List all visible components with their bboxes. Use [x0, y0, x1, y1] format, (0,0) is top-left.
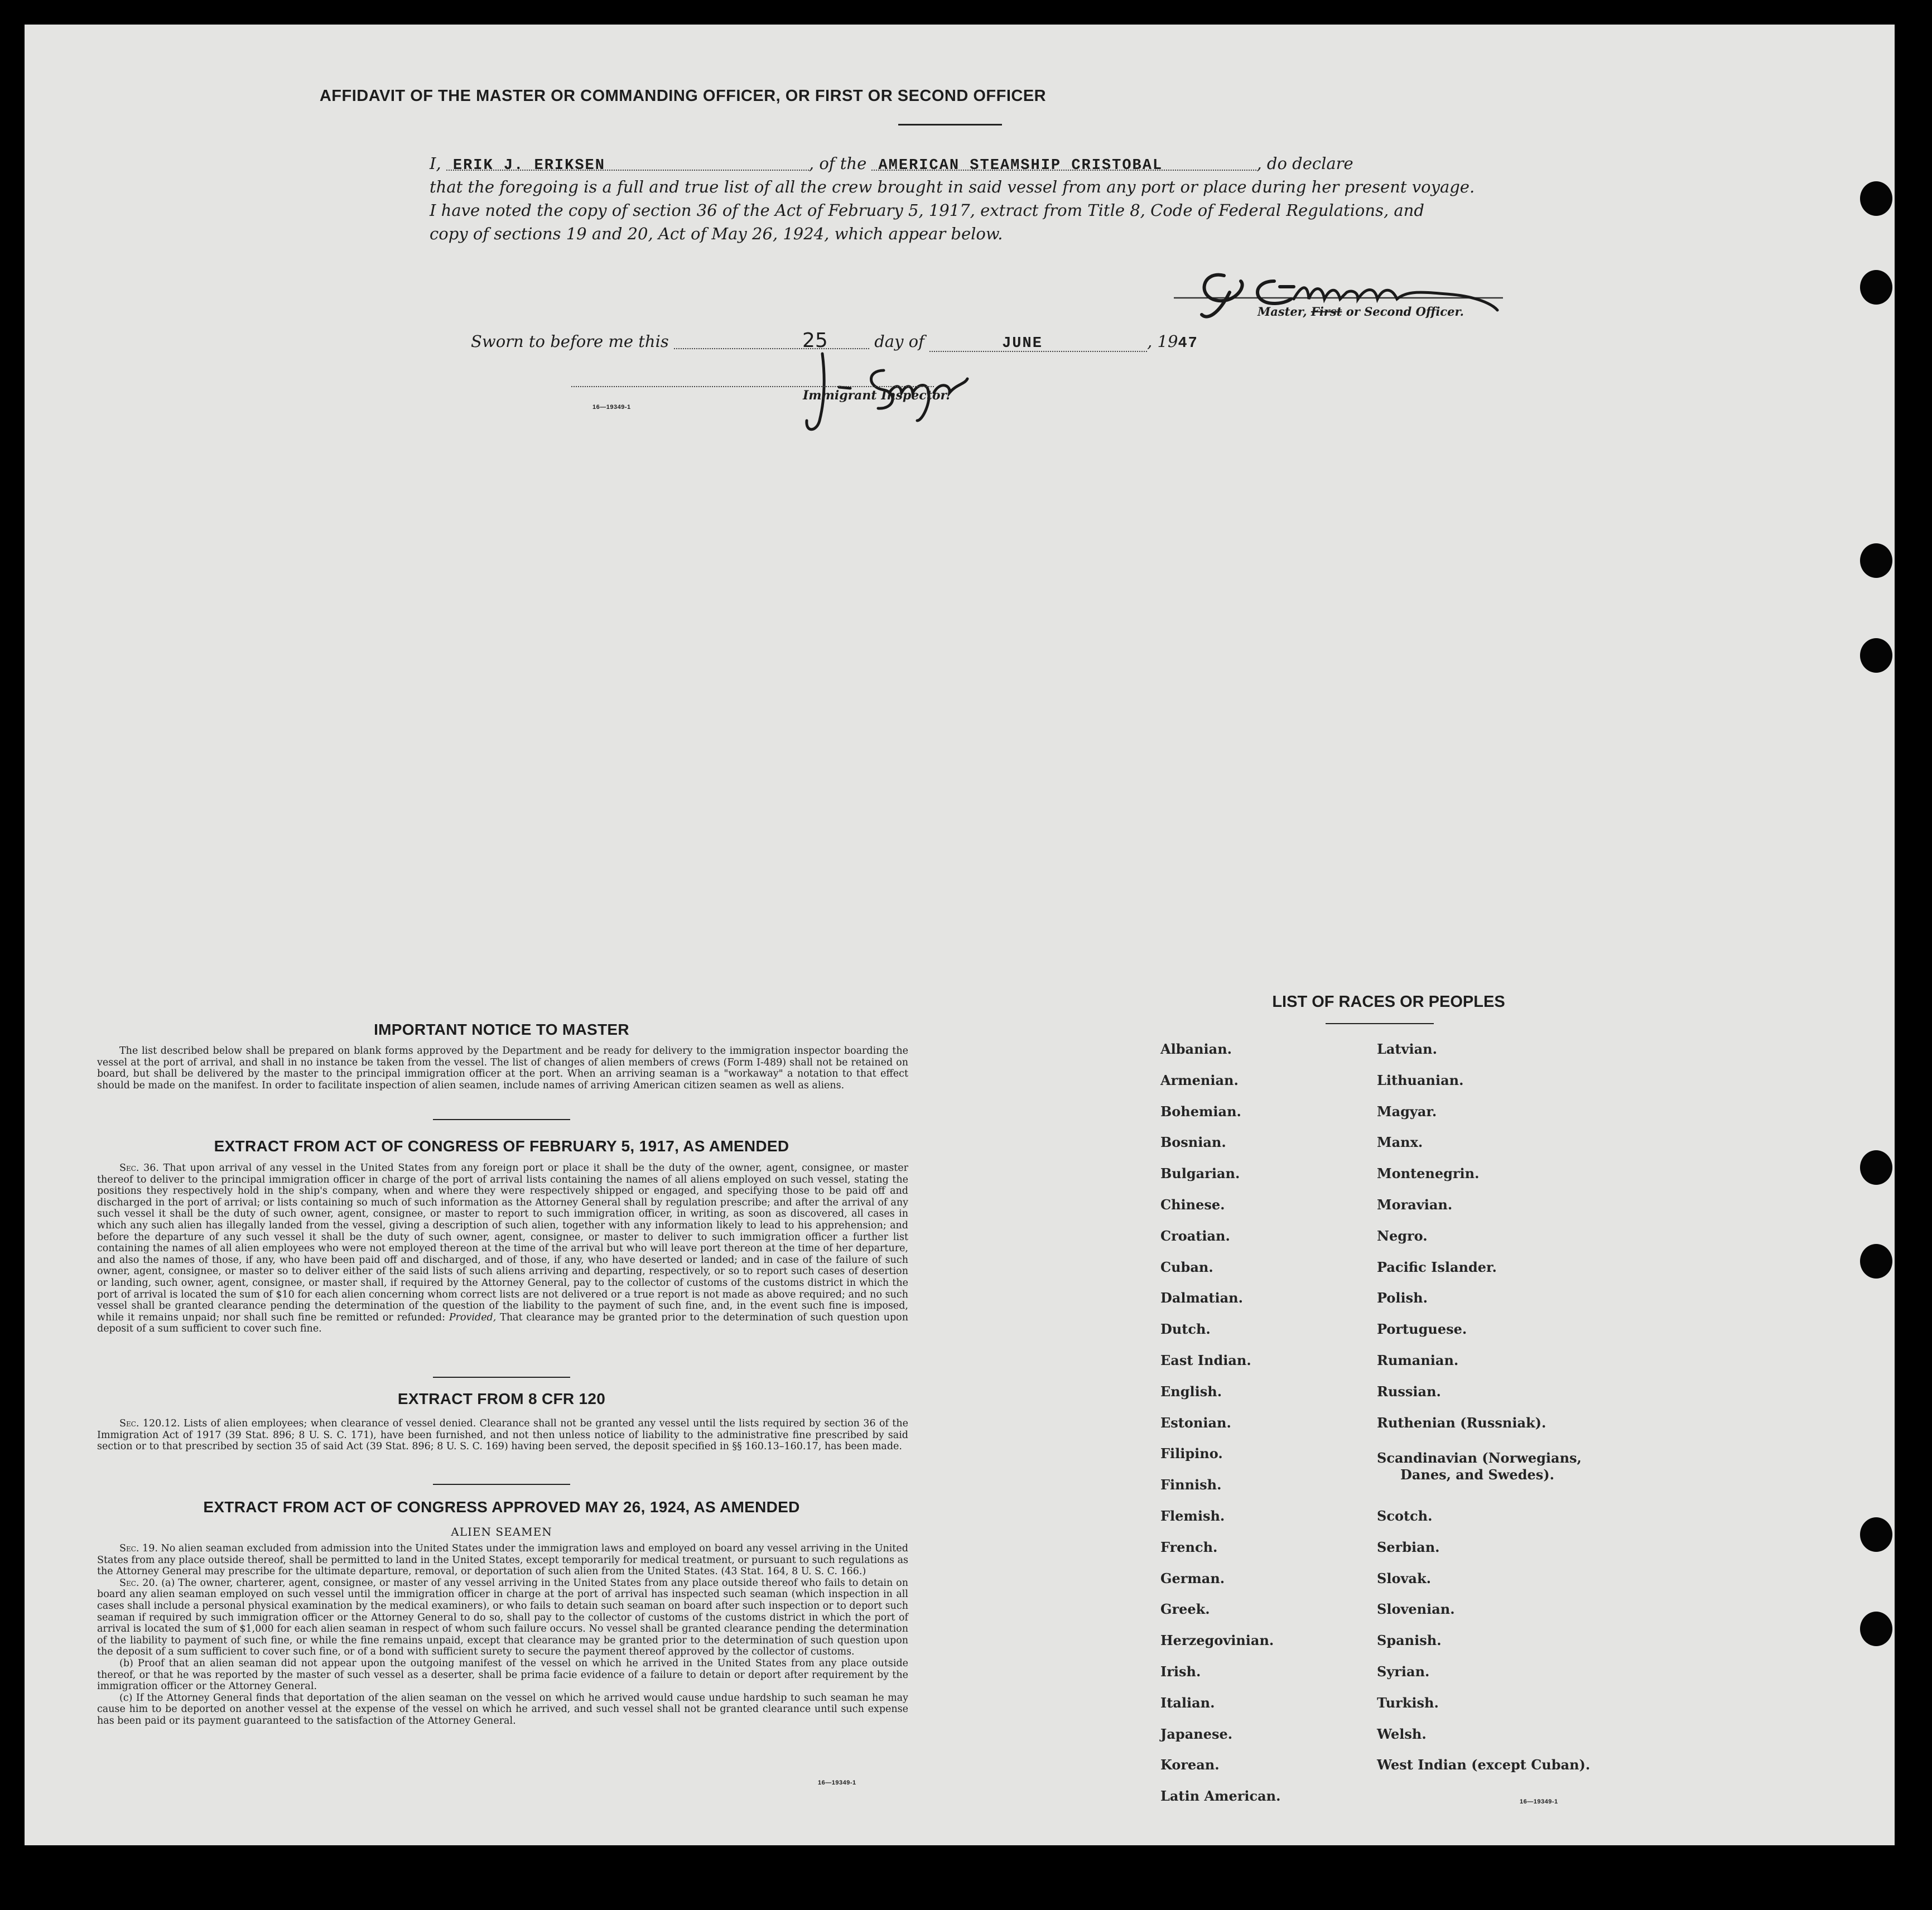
race-item: Filipino.: [1160, 1445, 1223, 1462]
signature-caption: Master, First or Second Officer.: [1258, 305, 1464, 319]
race-item: Herzegovinian.: [1160, 1632, 1274, 1649]
sec-19-text: Sec. 19. No alien seaman excluded from admission into the United States under the immigration laws and employed on board any vessel arriving in the United States from any place outside thereof, shall be permitted to land in the United States, except temporarily for medical treatment, or pursuant to such regulations as the Attorney General may prescribe for the ultimate departure, removal, or deportation of such alien from the United States. (43 Stat. 164, 8 U. S. C. 166.): [97, 1543, 908, 1578]
notice-text: The list described below shall be prepared on blank forms approved by the Department and be ready for delivery to the immigration inspector boarding the vessel at the port of arrival, and shall in no instance be taken from the vessel. The list of changes of alien members of crews (Form I-489) shall not be retained on board, but shall be delivered by the master to the principal immigration officer at the port. When an arriving seaman is a "workaway" a notation to that effect should be made on the manifest. In order to facilitate inspection of alien seamen, include names of arriving American citizen seamen as well as aliens.: [97, 1045, 908, 1091]
race-item: Spanish.: [1377, 1632, 1442, 1649]
punch-hole: [1860, 1150, 1892, 1185]
sworn-month-field[interactable]: JUNE: [929, 335, 1147, 352]
affidavit-title: AFFIDAVIT OF THE MASTER OR COMMANDING OFFICER, OR FIRST OR SECOND OFFICER: [319, 87, 1047, 105]
race-item: Slovenian.: [1377, 1601, 1455, 1618]
year-prefix: , 19: [1147, 332, 1178, 351]
race-item: Pacific Islander.: [1377, 1258, 1497, 1275]
race-item: Irish.: [1160, 1663, 1201, 1680]
race-item: Ruthenian (Russniak).: [1377, 1414, 1546, 1431]
punch-hole: [1860, 1244, 1892, 1279]
sec-20c-text: (c) If the Attorney General finds that deportation of the alien seaman on the vessel on which he arrived would cause undue hardship to such seaman he may cause him to be deported on another vessel at the expense of the vessel on which he arrived, and such vessel shall not be granted clearance until such expense has been paid or its payment guaranteed to the satisfaction of the Attorney General.: [97, 1692, 908, 1726]
sworn-day-field[interactable]: 25: [674, 329, 869, 349]
race-item: Italian.: [1160, 1694, 1215, 1711]
race-item: Bosnian.: [1160, 1134, 1226, 1151]
extract-1917-title: EXTRACT FROM ACT OF CONGRESS OF FEBRUARY 5, 1917, AS AMENDED: [214, 1137, 789, 1155]
race-item: Rumanian.: [1377, 1352, 1459, 1368]
document-page: [25, 25, 1895, 1845]
affidavit-body: [430, 152, 1512, 245]
of-the-text: , of the: [808, 154, 867, 173]
race-item: Chinese.: [1160, 1197, 1225, 1213]
master-name-field[interactable]: ERIK J. ERIKSEN: [446, 154, 809, 171]
form-number: 16—19349-1: [592, 404, 631, 411]
vessel-name-field[interactable]: AMERICAN STEAMSHIP CRISTOBAL: [871, 154, 1256, 171]
day-of-text: day of: [874, 332, 924, 351]
section-rule: [433, 1377, 570, 1378]
sec-20b-text: (b) Proof that an alien seaman did not appear upon the outgoing manifest of the vessel on which he arrived in the United States from any place outside thereof, or that he was reported by the master of such vessel as a deserter, shall be prima facie evidence of a failure to detain or deport after requirement by the immigration officer or the Attorney General.: [97, 1657, 908, 1692]
alien-seamen-subtitle: ALIEN SEAMEN: [451, 1525, 552, 1538]
sworn-prefix: Sworn to before me this: [471, 332, 669, 351]
extract-1917-text: Sec. 36. That upon arrival of any vessel in the United States from any foreign port or place it shall be the duty of the owner, agent, consignee, or master thereof to deliver to the principal immigration officer in charge of the port of arrival lists containing the names of all aliens employed on such vessel, stating the positions they respectively hold in the ship's company, when and where they were respectively shipped or engaged, and specifying those to be paid off and discharged in the port of arrival; or lists containing so much of such information as the Attorney General shall by regulation prescribe; and after the arrival of any such vessel it shall be the duty of such owner, agent, consignee, or master to report to such immigration officer, in writing, as soon as discovered, all cases in which any such alien has illegally landed from the vessel, giving a description of such alien, together with any information likely to lead to his apprehension; and before the departure of any such vessel it shall be the duty of such owner, agent, consignee, or master to deliver to such immigration officer a further list containing the names of all alien employees who were not employed thereon at the time of the arrival but who will leave port thereon at the time of her departure, and also the names of those, if any, who have been paid off and discharged, and of those, if any, who have deserted or landed; and in case of the failure of such owner, agent, consignee, or master so to deliver either of the said lists of such aliens arriving and departing, respectively, or so to report such cases of desertion or landing, such owner, agent, consignee, or master shall, if required by the Attorney General, pay to the collector of customs of the customs district in which the port of arrival is located the sum of $10 for each alien concerning whom correct lists are not delivered or a true report is not made as above required; and no such vessel shall be granted clearance pending the determination of the question of the liability to the payment of such fine, and, in the event such fine is imposed, while it remains unpaid; nor shall such fine be remitted or refunded: Provided, That clearance may be granted prior to the determination of such question upon deposit of a sum sufficient to cover such fine.: [97, 1163, 908, 1335]
race-item: Latvian.: [1377, 1041, 1437, 1057]
punch-hole: [1860, 1612, 1892, 1646]
race-item: West Indian (except Cuban).: [1377, 1757, 1591, 1773]
do-declare-text: , do declare: [1256, 154, 1353, 173]
race-item: Polish.: [1377, 1290, 1428, 1306]
sec-20a-text: Sec. 20. (a) The owner, charterer, agent, consignee, or master of any vessel arriving in the United States from any place outside thereof who fails to detain on board any alien seaman employed on such vessel until the immigration officer in charge at the port of arrival has inspected such seaman (which inspection in all cases shall include a personal physical examination by the medical examiners), or who fails to detain such seaman on board after such inspection or to deport such seaman if required by such immigration officer or the Attorney General to do so, shall pay to the collector of customs of the customs district in which the port of arrival is located the sum of $1,000 for each alien seaman in respect of whom such failure occurs. No vessel shall be granted clearance pending the determination of the liability to payment of such fine, or while the fine remains unpaid, except that clearance may be granted prior to the determination of such question upon the deposit of a sum sufficient to cover such fine, or of a bond with sufficient surety to secure the payment thereof approved by the collector of customs.: [97, 1577, 908, 1658]
race-item: Russian.: [1377, 1383, 1441, 1400]
race-item: East Indian.: [1160, 1352, 1251, 1368]
extract-1924-text: [97, 1543, 908, 1727]
race-item: Japanese.: [1160, 1725, 1233, 1742]
notice-title: IMPORTANT NOTICE TO MASTER: [374, 1021, 629, 1038]
race-item: Armenian.: [1160, 1072, 1239, 1088]
race-item: Flemish.: [1160, 1508, 1225, 1524]
race-item: Greek.: [1160, 1601, 1210, 1618]
race-item: Magyar.: [1377, 1103, 1437, 1120]
inspector-signature-line: [571, 386, 934, 387]
race-item: Welsh.: [1377, 1725, 1427, 1742]
race-item: Croatian.: [1160, 1227, 1230, 1244]
affidavit-pronoun: I,: [430, 154, 441, 173]
inspector-signature: [772, 337, 1006, 437]
race-item: Danes, and Swedes).: [1400, 1467, 1554, 1483]
race-item: French.: [1160, 1538, 1218, 1555]
title-rule: [898, 124, 1002, 126]
punch-hole: [1860, 543, 1892, 578]
race-item: Finnish.: [1160, 1477, 1222, 1493]
race-item: Scotch.: [1377, 1508, 1433, 1524]
race-item: Latin American.: [1160, 1788, 1281, 1805]
inspector-caption: Immigrant Inspector.: [803, 388, 950, 403]
sworn-year-field[interactable]: 47: [1178, 335, 1198, 352]
race-item: Scandinavian (Norwegians,: [1377, 1450, 1582, 1467]
punch-hole: [1860, 181, 1892, 216]
punch-hole: [1860, 1517, 1892, 1552]
races-title-rule: [1326, 1023, 1434, 1024]
struck-first: First: [1311, 305, 1342, 319]
race-item: German.: [1160, 1570, 1225, 1586]
race-item: Lithuanian.: [1377, 1072, 1464, 1088]
extract-1924-title: EXTRACT FROM ACT OF CONGRESS APPROVED MAY 26, 1924, AS AMENDED: [203, 1498, 800, 1516]
race-item: Manx.: [1377, 1134, 1423, 1151]
races-title: LIST OF RACES OR PEOPLES: [1272, 993, 1505, 1011]
race-item: Syrian.: [1377, 1663, 1430, 1680]
affidavit-line-2: that the foregoing is a full and true list of all the crew brought in said vessel from any port or place during her present voyage.: [430, 177, 1475, 196]
race-item: Turkish.: [1377, 1694, 1439, 1711]
race-item: Bohemian.: [1160, 1103, 1241, 1120]
section-rule: [433, 1484, 570, 1485]
race-item: Portuguese.: [1377, 1321, 1467, 1338]
extract-cfr-title: EXTRACT FROM 8 CFR 120: [397, 1390, 606, 1407]
affidavit-line-3: I have noted the copy of section 36 of the Act of February 5, 1917, extract from Title 8, Code of Federal Regulations, and: [430, 201, 1424, 220]
extract-cfr-text: Sec. 120.12. Lists of alien employees; when clearance of vessel denied. Clearance shall not be granted any vessel until the lists required by section 36 of the Immigration Act of 1917 (39 Stat. 896; 8 U. S. C. 171), have been furnished, and not then unless notice of liability to the administrative fine prescribed by said section or to that prescribed by section 35 of said Act (39 Stat. 896; 8 U. S. C. 169) having been served, the deposit specified in §§ 160.13–160.17, has been made.: [97, 1418, 908, 1453]
punch-hole: [1860, 270, 1892, 305]
race-item: Cuban.: [1160, 1258, 1213, 1275]
race-item: Estonian.: [1160, 1414, 1231, 1431]
race-item: Korean.: [1160, 1757, 1220, 1773]
section-rule: [433, 1119, 570, 1120]
race-item: Moravian.: [1377, 1197, 1453, 1213]
affidavit-line-4: copy of sections 19 and 20, Act of May 26, 1924, which appear below.: [430, 224, 1003, 243]
punch-hole: [1860, 638, 1892, 673]
race-item: English.: [1160, 1383, 1222, 1400]
race-item: Montenegrin.: [1377, 1165, 1480, 1182]
form-number: 16—19349-1: [818, 1779, 856, 1786]
race-item: Dutch.: [1160, 1321, 1211, 1338]
race-item: Albanian.: [1160, 1041, 1232, 1057]
race-item: Serbian.: [1377, 1538, 1440, 1555]
race-item: Negro.: [1377, 1227, 1428, 1244]
form-number: 16—19349-1: [1520, 1798, 1558, 1805]
race-item: Dalmatian.: [1160, 1290, 1243, 1306]
race-item: Slovak.: [1377, 1570, 1431, 1586]
race-item: Bulgarian.: [1160, 1165, 1240, 1182]
